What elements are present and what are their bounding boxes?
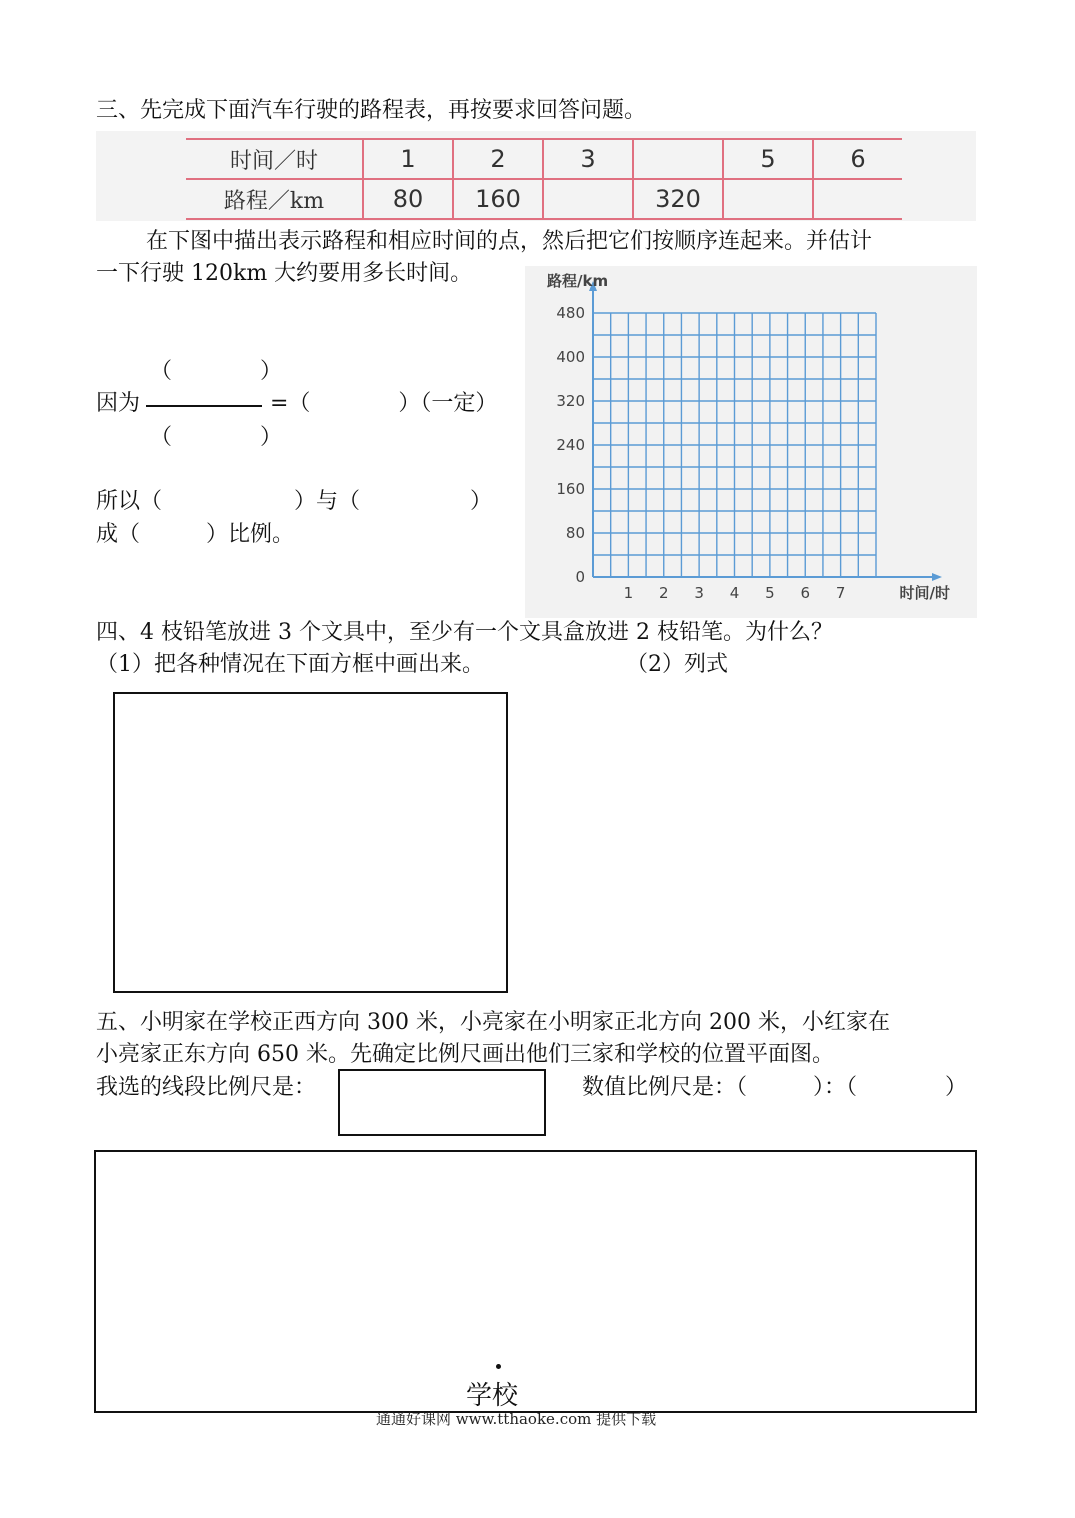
table-cell-blank[interactable] xyxy=(813,179,902,219)
q5-line2: 小亮家正东方向 650 米。先确定比例尺画出他们三家和学校的位置平面图。 xyxy=(96,1042,834,1067)
q3-title: 三、先完成下面汽车行驶的路程表，再按要求回答问题。 xyxy=(96,98,647,123)
x-tick-label: 1 xyxy=(623,584,634,602)
table-cell: 6 xyxy=(813,139,902,179)
y-tick-label: 480 xyxy=(556,304,585,322)
table-cell: 1 xyxy=(363,139,453,179)
q4-part2: （2）列式 xyxy=(626,652,728,677)
scale-label: 我选的线段比例尺是： xyxy=(96,1075,317,1100)
because-label: 因为 xyxy=(96,391,141,416)
y-tick-label: 400 xyxy=(556,348,585,366)
x-tick-label: 4 xyxy=(729,584,740,602)
y-tick-label: 320 xyxy=(556,392,585,410)
x-tick-label: 7 xyxy=(835,584,846,602)
table-cell-blank[interactable] xyxy=(543,179,633,219)
table-cell: 2 xyxy=(453,139,543,179)
fraction-denominator-blank[interactable]: （ ） xyxy=(150,425,283,450)
q5-line1: 五、小明家在学校正西方向 300 米，小亮家在小明家正北方向 200 米，小红家在 xyxy=(96,1010,890,1035)
school-point xyxy=(496,1364,501,1369)
distance-table xyxy=(186,138,902,220)
y-axis-label: 路程/km xyxy=(547,272,609,290)
x-tick-label: 2 xyxy=(658,584,669,602)
table-cell-blank[interactable] xyxy=(633,139,723,179)
table-cell-blank[interactable] xyxy=(723,179,813,219)
x-axis-arrow xyxy=(932,573,942,581)
table-header-time: 时间／时 xyxy=(186,139,363,179)
q3-instruction-line2: 一下行驶 120km 大约要用多长时间。 xyxy=(96,261,473,286)
school-label: 学校 xyxy=(466,1381,519,1411)
so-line1: 所以（ ）与（ ） xyxy=(96,489,493,514)
y-tick-label: 80 xyxy=(565,524,585,542)
numeric-scale-label: 数值比例尺是：（ ）：（ ） xyxy=(582,1075,968,1100)
y-tick-label: 240 xyxy=(556,436,585,454)
table-cell: 3 xyxy=(543,139,633,179)
map-drawing-box[interactable] xyxy=(94,1150,977,1413)
table-row-distance xyxy=(186,179,902,219)
q3-instruction-line1: 在下图中描出表示路程和相应时间的点，然后把它们按顺序连起来。并估计 xyxy=(146,229,873,254)
q4-title: 四、4 枝铅笔放进 3 个文具中，至少有一个文具盒放进 2 枝铅笔。为什么？ xyxy=(96,620,833,645)
table-row-time xyxy=(186,139,902,179)
q4-part1: （1）把各种情况在下面方框中画出来。 xyxy=(96,652,484,677)
y-tick-label: 0 xyxy=(575,568,585,586)
x-tick-label: 5 xyxy=(765,584,775,602)
distance-time-chart[interactable] xyxy=(525,266,977,618)
table-cell: 80 xyxy=(363,179,453,219)
drawing-answer-box[interactable] xyxy=(113,692,508,993)
table-cell: 320 xyxy=(633,179,723,219)
equals-constant: =（ ）（一定） xyxy=(270,391,498,416)
x-tick-label: 3 xyxy=(694,584,704,602)
scale-answer-box[interactable] xyxy=(338,1069,546,1136)
y-tick-label: 160 xyxy=(556,480,585,498)
footer-credit: 通通好课网 www.tthaoke.com 提供下载 xyxy=(376,1410,657,1428)
fraction-numerator-blank[interactable]: （ ） xyxy=(150,359,283,384)
table-cell: 160 xyxy=(453,179,543,219)
so-line2: 成（ ）比例。 xyxy=(96,522,295,547)
table-header-distance: 路程／km xyxy=(186,179,363,219)
table-cell: 5 xyxy=(723,139,813,179)
fraction-bar xyxy=(146,405,262,407)
x-tick-label: 6 xyxy=(800,584,811,602)
x-axis-label: 时间/时 xyxy=(899,584,950,602)
